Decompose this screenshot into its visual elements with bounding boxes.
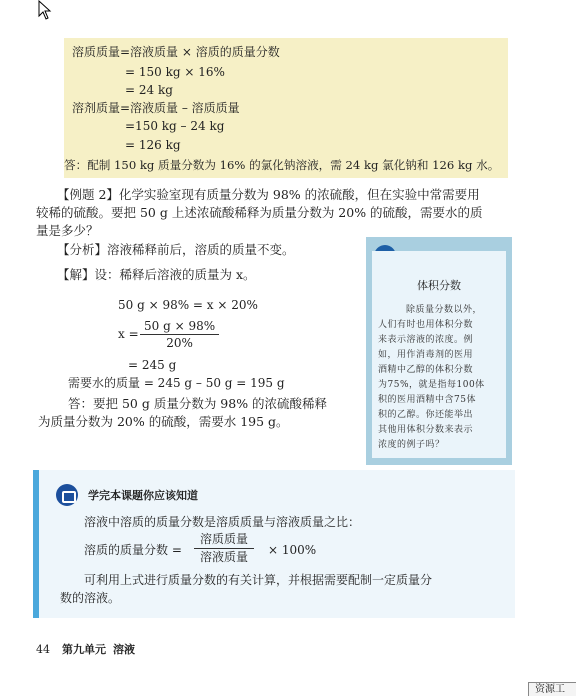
summary-line-2: 可利用上式进行质量分数的有关计算，并根据需要配制一定质量分 xyxy=(84,573,433,587)
calc-line-solvent: 溶剂质量=溶液质量 – 溶质质量 xyxy=(72,101,240,115)
equation-2-numerator: 50 g × 98% xyxy=(140,318,219,335)
info-card xyxy=(366,237,512,465)
info-card-line: 如，用作消毒剂的医用 xyxy=(378,350,474,360)
summary-line-3: 数的溶液。 xyxy=(60,591,121,605)
calc-line-6: = 126 kg xyxy=(125,138,181,152)
info-card-title: 体积分数 xyxy=(417,279,461,292)
info-card-line: 为75%，就是指每100体 xyxy=(378,380,485,390)
formula-numerator: 溶质质量 xyxy=(194,531,254,549)
analysis-text: 【分析】溶液稀释前后，溶质的质量不变。 xyxy=(57,242,295,257)
info-card-line: 积的乙醇。你还能举出 xyxy=(378,410,474,420)
example-line-2: 较稀的硫酸。要把 50 g 上述浓硫酸稀释为质量分数为 20% 的硫酸，需要水的质 xyxy=(36,205,483,220)
calc-line-5: =150 kg – 24 kg xyxy=(125,119,225,133)
example-line-1: 【例题 2】化学实验室现有质量分数为 98% 的浓硫酸，但在实验中常需要用 xyxy=(57,187,480,202)
info-card-line: 其他用体积分数来表示 xyxy=(378,425,474,435)
equation-2-fraction xyxy=(140,318,219,351)
info-card-body xyxy=(372,251,506,458)
resource-tab[interactable]: 资源工 xyxy=(528,682,576,696)
info-card-line: 积的医用酒精中含75体 xyxy=(378,395,476,405)
formula-rhs: × 100% xyxy=(268,543,317,557)
calc-line-3: = 24 kg xyxy=(125,83,173,97)
equation-3: = 245 g xyxy=(128,358,177,372)
info-card-line: 人们有时也用体积分数 xyxy=(378,320,474,330)
info-card-line: 来表示溶液的浓度。例 xyxy=(378,335,474,345)
solution-answer-1: 答：要把 50 g 质量分数为 98% 的浓硫酸稀释 xyxy=(68,396,328,411)
book-icon xyxy=(56,484,78,506)
equation-4: 需要水的质量 = 245 g – 50 g = 195 g xyxy=(68,376,285,390)
info-card-line: 除质量分数以外， xyxy=(406,305,483,315)
summary-line-1: 溶液中溶质的质量分数是溶质质量与溶液质量之比： xyxy=(84,515,361,529)
info-card-line: 浓度的例子吗？ xyxy=(378,440,445,450)
calc-line-solute: 溶质质量=溶液质量 × 溶质的质量分数 xyxy=(72,45,280,59)
mouse-cursor-icon xyxy=(38,0,52,20)
example-line-3: 量是多少？ xyxy=(36,223,99,238)
equation-2-denominator: 20% xyxy=(166,336,193,350)
formula-fraction xyxy=(194,531,254,566)
equation-2-lhs: x = xyxy=(118,327,139,341)
solution-answer-2: 为质量分数为 20% 的硫酸，需要水 195 g。 xyxy=(38,414,289,429)
formula-lhs: 溶质的质量分数 = xyxy=(84,543,182,557)
unit-label: 第九单元 xyxy=(62,643,106,656)
info-card-text xyxy=(378,303,504,453)
equation-1: 50 g × 98% = x × 20% xyxy=(118,298,258,312)
formula-denominator: 溶液质量 xyxy=(200,550,249,564)
info-card-line: 酒精中乙醇的体积分数 xyxy=(378,365,474,375)
page-number: 44 xyxy=(36,643,50,656)
calc-answer: 答：配制 150 kg 质量分数为 16% 的氯化钠溶液，需 24 kg 氯化钠和 126 kg 水。 xyxy=(64,158,500,172)
solution-heading: 【解】设：稀释后溶液的质量为 x。 xyxy=(57,267,256,282)
summary-heading: 学完本课题你应该知道 xyxy=(88,489,198,502)
topic-label: 溶液 xyxy=(113,643,135,656)
calc-line-2: = 150 kg × 16% xyxy=(125,65,225,79)
